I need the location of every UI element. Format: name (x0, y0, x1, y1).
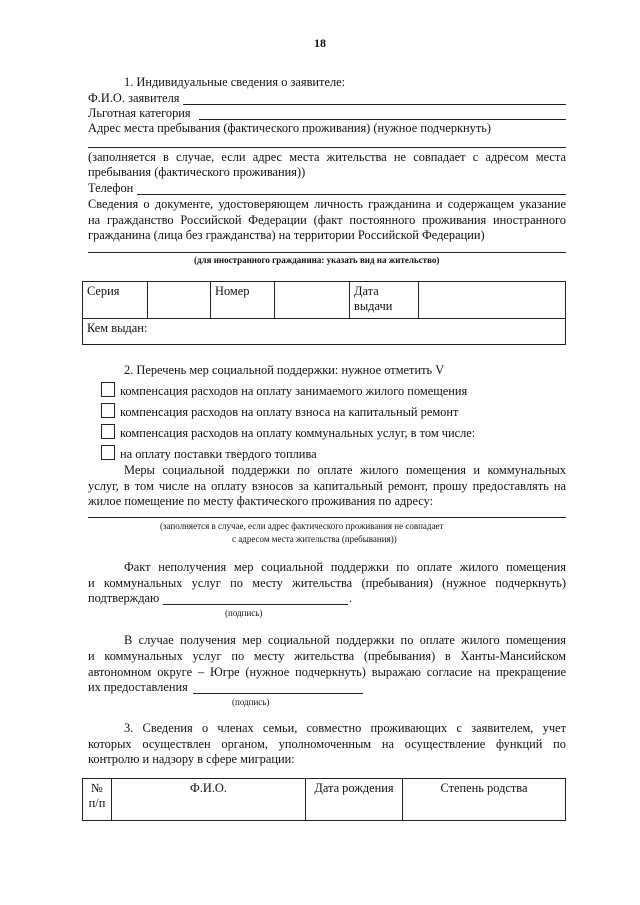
option-utilities: компенсация расходов на оплату коммунальных услуг, в том числе: (120, 426, 476, 440)
fio-field[interactable] (183, 104, 566, 105)
consent-line4: их предоставления (88, 680, 188, 694)
phone-label: Телефон (88, 181, 134, 195)
doc-line2: на гражданство Российской Федерации (факт постоянного проживания иностранного (88, 213, 566, 227)
fact-period: . (349, 591, 353, 605)
series-value[interactable] (148, 282, 211, 319)
fact-line2: и коммунальных услуг по месту жительства (пребывания) (нужное подчеркнуть) (88, 576, 566, 590)
section3-line2: которых осуществлен органом, уполномоченным на осуществление функций по (88, 737, 566, 751)
actual-address-note-line2: с адресом места жительства (пребывания)) (232, 534, 397, 544)
family-header-num-line2: п/п (88, 796, 106, 810)
checkbox-solid-fuel[interactable] (101, 445, 115, 460)
issued-by-label: Кем выдан: (87, 321, 148, 335)
doc-line1: Сведения о документе, удостоверяющем личность гражданина и содержащем указание (88, 197, 566, 211)
doc-line3: гражданина (лица без гражданства) на территории Российской Федерации) (88, 228, 485, 242)
number-label: Номер (211, 282, 275, 319)
consent-line2: и коммунальных услуг по месту жительства (пребывания) в Ханты-Мансийском (88, 649, 566, 663)
request-line1: Меры социальной поддержки по оплате жилого помещения и коммунальных (124, 463, 566, 477)
option-solid-fuel: на оплату поставки твердого топлива (120, 447, 317, 461)
foreign-note: (для иностранного гражданина: указать вид на жительство) (194, 255, 440, 265)
address-label: Адрес места пребывания (фактического проживания) (нужное подчеркнуть) (88, 121, 492, 135)
issue-date-value[interactable] (419, 282, 566, 319)
address-field[interactable] (88, 147, 566, 148)
series-label: Серия (83, 282, 148, 319)
issue-date-label (350, 282, 419, 319)
category-field[interactable] (199, 119, 566, 120)
option-capital-repair: компенсация расходов на оплату взноса на капитальный ремонт (120, 405, 459, 419)
checkbox-housing[interactable] (101, 382, 115, 397)
family-header-birth-date: Дата рождения (306, 779, 403, 821)
family-header-num (83, 779, 112, 821)
consent-line3: автономном округе – Югре (нужное подчеркнуть) выражаю согласие на прекращение (88, 665, 566, 679)
section3-line3: контролю и надзору в сфере миграции: (88, 752, 295, 766)
category-label: Льготная категория (88, 106, 191, 120)
option-housing: компенсация расходов на оплату занимаемого жилого помещения (120, 384, 468, 398)
issue-date-label-line1: Дата (354, 284, 379, 298)
issued-by-cell[interactable] (83, 319, 566, 345)
page-number: 18 (314, 36, 326, 50)
phone-field[interactable] (137, 194, 566, 195)
actual-address-field[interactable] (88, 517, 566, 518)
family-header-num-line1: № (91, 781, 103, 795)
number-value[interactable] (275, 282, 350, 319)
family-header-relation: Степень родства (403, 779, 566, 821)
signature-field-1[interactable] (163, 604, 348, 605)
family-header-fio: Ф.И.О. (112, 779, 306, 821)
issue-date-label-line2: выдачи (354, 299, 393, 313)
signature-field-2[interactable] (193, 693, 363, 694)
address-note-line2: пребывания (фактического проживания)) (88, 165, 306, 179)
checkbox-capital-repair[interactable] (101, 403, 115, 418)
section2-heading: 2. Перечень мер социальной поддержки: нужное отметить V (124, 363, 445, 377)
address-note-line1: (заполняется в случае, если адрес места жительства не совпадает с адресом места (88, 150, 566, 164)
section3-line1: 3. Сведения о членах семьи, совместно проживающих с заявителем, учет (124, 721, 566, 735)
fio-label: Ф.И.О. заявителя (88, 91, 180, 105)
signature-label-1: (подпись) (225, 608, 263, 618)
document-table (82, 281, 566, 345)
family-table (82, 778, 566, 821)
fact-line1: Факт неполучения мер социальной поддержки по оплате жилого помещения (124, 560, 566, 574)
section1-heading: 1. Индивидуальные сведения о заявителе: (124, 75, 346, 89)
fact-line3: подтверждаю (88, 591, 160, 605)
actual-address-note-line1: (заполняется в случае, если адрес фактического проживания не совпадает (160, 521, 444, 531)
consent-line1: В случае получения мер социальной поддержки по оплате жилого помещения (124, 633, 566, 647)
request-line2: услуг, в том числе на оплату взносов за капитальный ремонт, прошу предоставлять на (88, 479, 566, 493)
document-field[interactable] (88, 252, 566, 253)
signature-label-2: (подпись) (232, 697, 270, 707)
request-line3: жилое помещение по месту фактического проживания по адресу: (88, 494, 434, 508)
checkbox-utilities[interactable] (101, 424, 115, 439)
